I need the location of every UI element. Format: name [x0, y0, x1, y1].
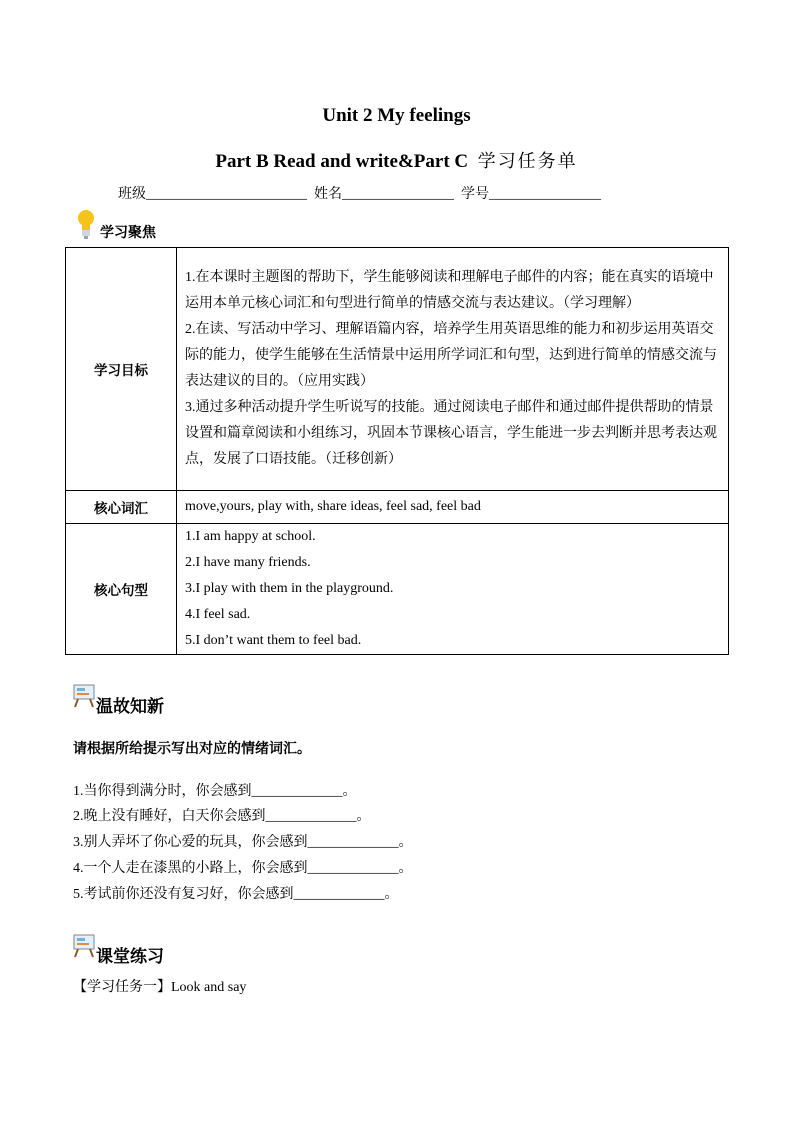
review-instruction: 请根据所给提示写出对应的情绪词汇。 — [73, 741, 311, 757]
student-info-line: 班级_______________________ 姓名________________ 学号________________ — [118, 187, 601, 202]
task-title: 【学习任务一】Look and say — [73, 980, 247, 995]
focus-table — [65, 247, 729, 655]
sentence-item: 3.I play with them in the playground. — [185, 581, 394, 596]
section-heading-practice: 课堂练习 — [96, 947, 164, 967]
review-question: 4.一个人走在漆黑的小路上，你会感到_____________。 — [73, 861, 413, 876]
vocab-cell: move,yours, play with, share ideas, feel sad, feel bad — [177, 491, 729, 524]
table-row — [66, 524, 729, 655]
lightbulb-icon — [76, 208, 96, 240]
section-heading-review: 温故知新 — [96, 697, 164, 717]
section-heading-focus: 学习聚焦 — [100, 225, 156, 241]
page-title: Unit 2 My feelings — [322, 105, 471, 126]
sentence-item: 4.I feel sad. — [185, 607, 251, 622]
objective-item: 1.在本课时主题图的帮助下，学生能够阅读和理解电子邮件的内容；能在真实的语境中运用本单元核心词汇和句型进行简单的情感交流与表达建议。（学习理解） — [185, 270, 714, 311]
sentence-item: 1.I am happy at school. — [185, 529, 316, 544]
review-question: 2.晚上没有睡好，白天你会感到_____________。 — [73, 809, 371, 824]
row-label: 核心词汇 — [66, 491, 177, 524]
subtitle-cn: 学习任务单 — [477, 151, 578, 172]
row-label: 学习目标 — [66, 248, 177, 491]
table-row — [66, 491, 729, 524]
sentences-cell — [177, 524, 729, 655]
objective-item: 3.通过多种活动提升学生听说写的技能。通过阅读电子邮件和通过邮件提供帮助的情景设置和篇章阅读和小组练习，巩固本节课核心语言，学生能进一步去判断并思考表达观点，发展了口语技能。（迁移创新） — [185, 400, 717, 467]
row-label: 核心句型 — [66, 524, 177, 655]
review-question: 1.当你得到满分时，你会感到_____________。 — [73, 784, 357, 799]
page-subtitle — [0, 147, 793, 173]
sentence-item: 2.I have many friends. — [185, 555, 311, 570]
easel-icon — [73, 934, 95, 958]
objective-item: 2.在读、写活动中学习、理解语篇内容，培养学生用英语思维的能力和初步运用英语交际的能力，使学生能够在生活情景中运用所学词汇和句型，达到进行简单的情感交流与表达建议的目的。（应用实践） — [185, 322, 717, 389]
review-question: 3.别人弄坏了你心爱的玩具，你会感到_____________。 — [73, 835, 413, 850]
subtitle-en: Part B Read and write&Part C — [215, 151, 469, 172]
objectives-cell — [177, 248, 729, 491]
review-question: 5.考试前你还没有复习好，你会感到_____________。 — [73, 887, 399, 902]
easel-icon — [73, 684, 95, 708]
table-row — [66, 248, 729, 491]
sentence-item: 5.I don’t want them to feel bad. — [185, 633, 362, 648]
